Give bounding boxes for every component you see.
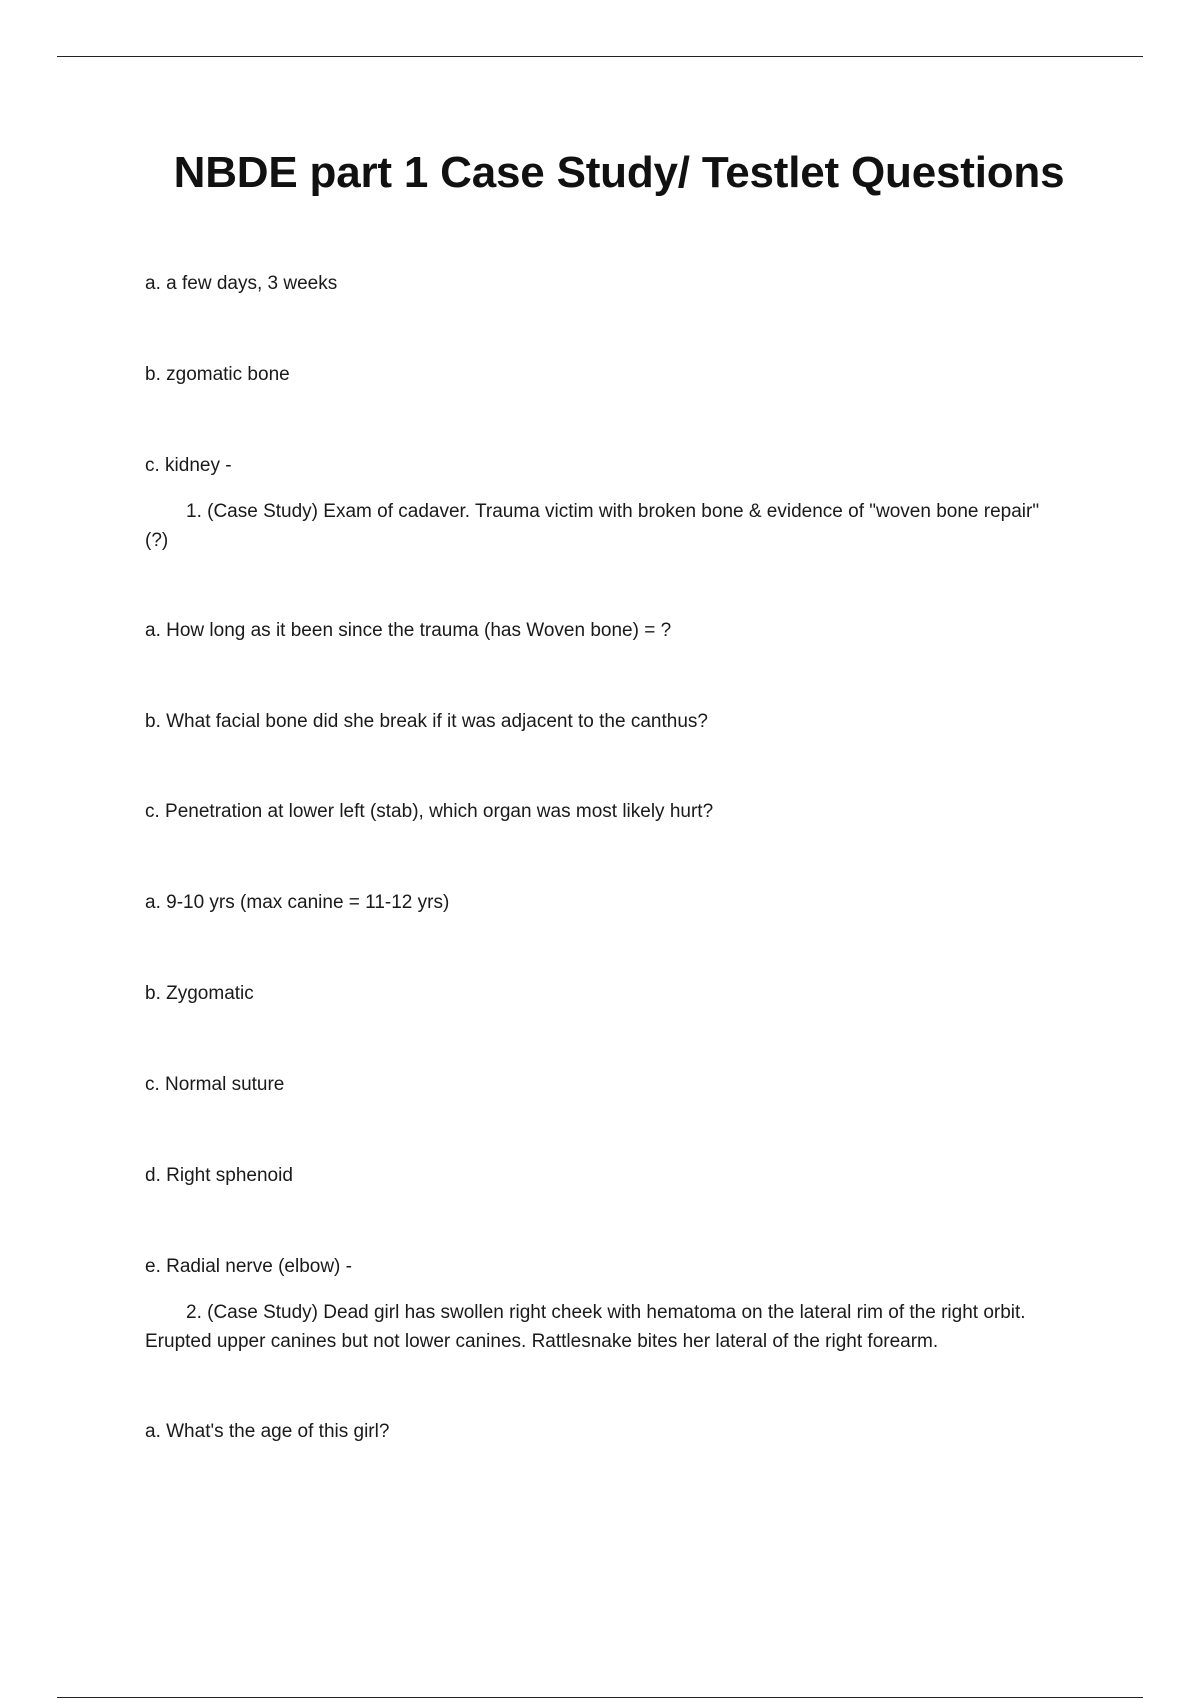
answer-line: b. Zygomatic (145, 983, 254, 1004)
answer-line: b. zgomatic bone (145, 364, 290, 385)
bottom-rule (57, 1697, 1143, 1698)
case-study-paragraph: 2. (Case Study) Dead girl has swollen right cheek with hematoma on the lateral rim of the right orbit. Erupted upper canines but not lower canines. Rattlesnake bites her lateral of the right forearm. (145, 1302, 1026, 1352)
document-title: NBDE part 1 Case Study/ Testlet Questions (173, 148, 1065, 197)
case-study-paragraph: 1. (Case Study) Exam of cadaver. Trauma victim with broken bone & evidence of "woven bone repair" (?) (145, 501, 1040, 551)
answer-line: c. kidney - (145, 455, 232, 476)
top-rule (57, 56, 1143, 57)
question-line: a. What's the age of this girl? (145, 1421, 390, 1442)
answer-line: d. Right sphenoid (145, 1165, 293, 1186)
answer-line: a. 9-10 yrs (max canine = 11-12 yrs) (145, 892, 450, 913)
answer-line: c. Normal suture (145, 1074, 285, 1095)
answer-line: e. Radial nerve (elbow) - (145, 1256, 352, 1277)
question-line: a. How long as it been since the trauma (has Woven bone) = ? (145, 620, 672, 641)
question-line: b. What facial bone did she break if it was adjacent to the canthus? (145, 711, 708, 732)
question-line: c. Penetration at lower left (stab), which organ was most likely hurt? (145, 801, 714, 822)
answer-line: a. a few days, 3 weeks (145, 273, 338, 294)
